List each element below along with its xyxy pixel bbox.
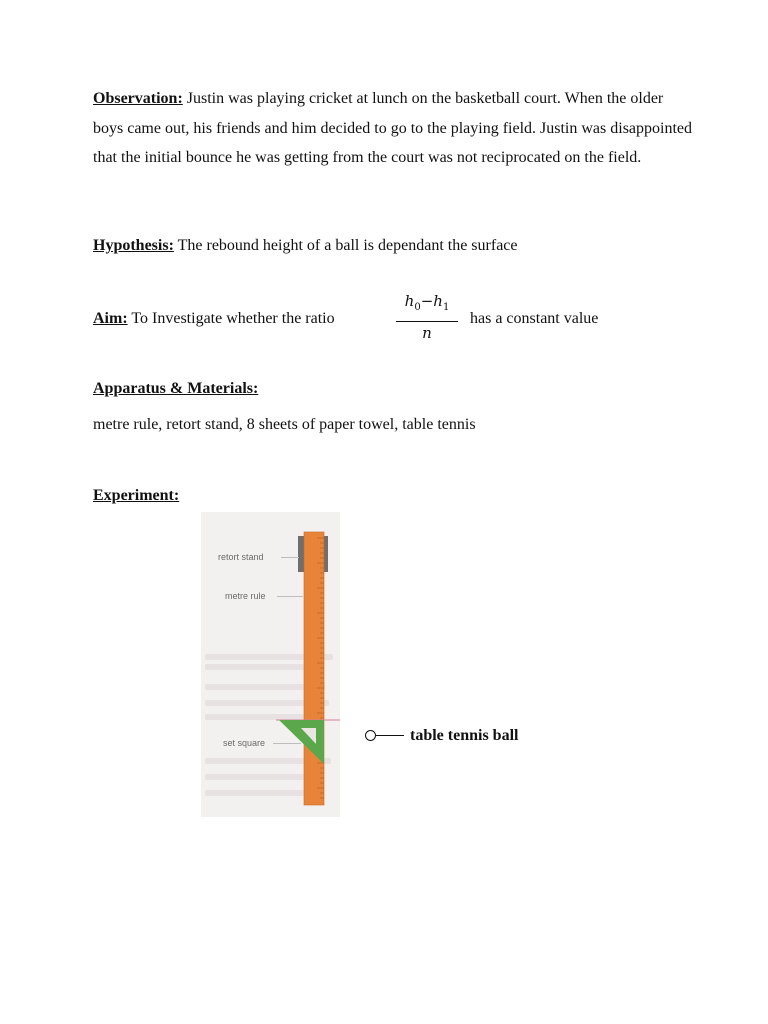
apparatus-heading: Apparatus & Materials: (93, 380, 259, 397)
aim-suffix: has a constant value (470, 310, 599, 327)
fraction-bar (396, 321, 458, 322)
retort-stand-leader (281, 557, 299, 558)
observation-text: Justin was playing cricket at lunch on the basketball court. When the older boys came out, his friends and him decided to go to the playing field. Justin was disappointed that the initial bounce he was getting from the court was not reciprocated on the field. (93, 90, 693, 166)
metre-rule-label: metre rule (225, 591, 266, 601)
aim-paragraph (93, 304, 693, 334)
set-square-leader (273, 743, 301, 744)
observation-heading: Observation: (93, 90, 183, 107)
hypothesis-heading: Hypothesis: (93, 237, 174, 254)
hypothesis-text: The rebound height of a ball is dependant the surface (173, 237, 518, 254)
apparatus-list: metre rule, retort stand, 8 sheets of paper towel, table tennis (93, 416, 476, 433)
hypothesis-paragraph (93, 231, 693, 261)
set-square-label: set square (223, 738, 266, 748)
aim-text: To Investigate whether the ratio (127, 310, 335, 327)
table-tennis-ball-label: table tennis ball (410, 727, 519, 744)
observation-paragraph (93, 84, 693, 173)
formula-numerator: $h_0-h_1$ (404, 292, 450, 313)
callout-line (376, 735, 404, 736)
ratio-formula (396, 290, 458, 342)
retort-stand-label: retort stand (218, 552, 264, 562)
experiment-heading: Experiment: (93, 487, 180, 504)
table-tennis-ball-icon (365, 730, 376, 741)
table-tennis-ball-callout (365, 726, 518, 746)
formula-denominator: n (422, 324, 432, 342)
apparatus-figure (201, 512, 340, 817)
aim-heading: Aim: (93, 310, 128, 327)
metre-rule-leader (277, 596, 303, 597)
